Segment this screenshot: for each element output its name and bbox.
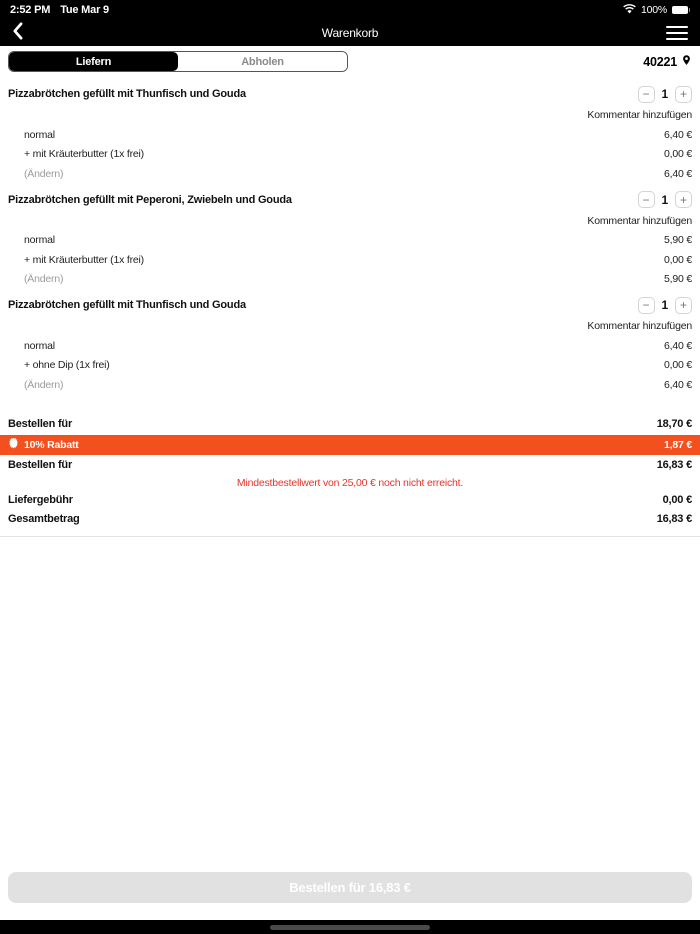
item-option-row [0, 231, 700, 251]
option-label: normal [24, 234, 55, 247]
summary-divider [0, 536, 700, 537]
quantity-value: 1 [661, 298, 668, 312]
battery-icon [672, 6, 690, 14]
item-option-row [0, 125, 700, 145]
decrease-quantity-button[interactable]: − [638, 191, 655, 208]
status-time: 2:52 PM [10, 4, 51, 16]
tab-abholen[interactable]: Abholen [178, 52, 347, 71]
delivery-zip[interactable] [643, 53, 692, 70]
option-price: 0,00 € [664, 148, 692, 161]
item-total: 6,40 € [664, 167, 692, 180]
change-item-link[interactable]: (Ändern) [24, 273, 64, 286]
item-title: Pizzabrötchen gefüllt mit Thunfisch und Gouda [8, 299, 246, 311]
order-button[interactable]: Bestellen für 16,83 € [8, 872, 692, 903]
chevron-left-icon [12, 22, 23, 45]
option-price: 5,90 € [664, 234, 692, 247]
option-label: normal [24, 128, 55, 141]
item-options [0, 336, 700, 375]
home-indicator[interactable] [270, 925, 430, 930]
grand-total-label: Gesamtbetrag [8, 513, 80, 525]
status-bar [0, 0, 700, 20]
hamburger-menu-button[interactable] [666, 26, 688, 41]
discounted-subtotal-label: Bestellen für [8, 459, 73, 471]
delivery-toggle-row [0, 46, 700, 76]
item-option-row [0, 336, 700, 356]
change-item-link[interactable]: (Ändern) [24, 378, 64, 391]
decrease-quantity-button[interactable]: − [638, 297, 655, 314]
decrease-quantity-button[interactable]: − [638, 86, 655, 103]
option-label: + ohne Dip (1x frei) [24, 359, 110, 372]
order-summary [0, 415, 700, 537]
option-label: + mit Kräuterbutter (1x frei) [24, 148, 144, 161]
delivery-mode-segmented-control [8, 51, 348, 72]
back-button[interactable] [12, 22, 23, 45]
quantity-value: 1 [661, 192, 668, 207]
cart-item [0, 78, 700, 184]
increase-quantity-button[interactable]: + [675, 86, 692, 103]
option-label: + mit Kräuterbutter (1x frei) [24, 253, 144, 266]
change-item-link[interactable]: (Ändern) [24, 167, 64, 180]
item-title: Pizzabrötchen gefüllt mit Thunfisch und Gouda [8, 88, 246, 100]
option-price: 0,00 € [664, 253, 692, 266]
zip-code: 40221 [643, 54, 677, 69]
grand-total-value: 16,83 € [656, 513, 692, 525]
home-bar [0, 920, 700, 934]
discount-badge-icon [8, 438, 19, 452]
item-option-row [0, 250, 700, 270]
option-price: 0,00 € [664, 359, 692, 372]
discount-value: 1,87 € [664, 438, 692, 451]
discounted-subtotal-value: 16,83 € [656, 459, 692, 471]
cart-items [0, 76, 700, 395]
item-total: 6,40 € [664, 378, 692, 391]
tab-liefern[interactable]: Liefern [9, 52, 178, 71]
cart-item [0, 289, 700, 395]
page-title: Warenkorb [321, 26, 379, 40]
quantity-stepper [638, 297, 692, 314]
hamburger-icon [666, 26, 688, 29]
delivery-fee-label: Liefergebühr [8, 494, 73, 506]
item-total: 5,90 € [664, 273, 692, 286]
add-comment-link[interactable]: Kommentar hinzufügen [587, 109, 692, 121]
quantity-value: 1 [661, 87, 668, 101]
quantity-stepper [638, 86, 692, 103]
min-order-warning: Mindestbestellwert von 25,00 € noch nicht erreicht. [236, 476, 464, 489]
cart-item [0, 184, 700, 290]
option-price: 6,40 € [664, 339, 692, 352]
discount-banner [0, 435, 700, 455]
option-label: normal [24, 339, 55, 352]
discount-label: 10% Rabatt [24, 438, 79, 451]
add-comment-link[interactable]: Kommentar hinzufügen [587, 214, 692, 227]
delivery-fee-value: 0,00 € [662, 494, 692, 506]
item-title: Pizzabrötchen gefüllt mit Peperoni, Zwiebeln und Gouda [8, 193, 292, 206]
item-options [0, 231, 700, 270]
wifi-icon [623, 4, 636, 17]
subtotal-label: Bestellen für [8, 418, 73, 430]
option-price: 6,40 € [664, 128, 692, 141]
increase-quantity-button[interactable]: + [675, 297, 692, 314]
subtotal-value: 18,70 € [656, 418, 692, 430]
add-comment-link[interactable]: Kommentar hinzufügen [587, 320, 692, 332]
item-options [0, 125, 700, 164]
quantity-stepper [638, 191, 692, 208]
item-option-row [0, 356, 700, 376]
battery-percent: 100% [640, 4, 667, 16]
increase-quantity-button[interactable]: + [675, 191, 692, 208]
status-date: Tue Mar 9 [60, 4, 109, 16]
nav-bar [0, 20, 700, 46]
location-pin-icon [681, 53, 692, 70]
item-option-row [0, 145, 700, 165]
